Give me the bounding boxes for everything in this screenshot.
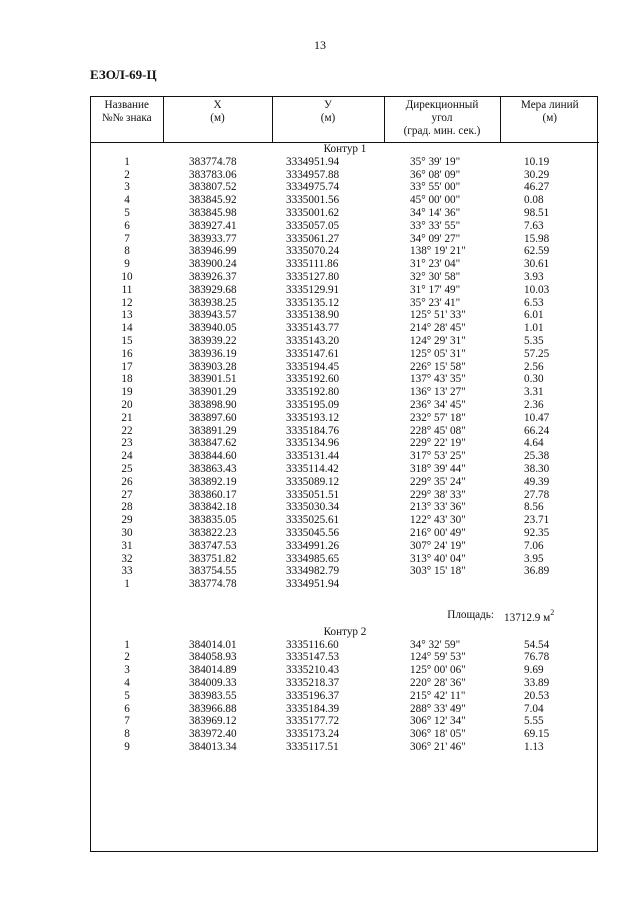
- line-length: 6.53: [524, 296, 544, 309]
- line-length: 4.64: [524, 437, 544, 450]
- point-number: 24: [121, 450, 133, 463]
- line-length: 10.19: [524, 155, 550, 168]
- line-length: 46.27: [524, 181, 550, 194]
- y-coordinate: 3335025.61: [286, 514, 340, 527]
- line-length: 20.53: [524, 689, 550, 702]
- line-length: 92.35: [524, 526, 550, 539]
- header-text: (м): [542, 112, 558, 124]
- y-coordinate: 3335051.51: [286, 488, 340, 501]
- table-row: [91, 741, 599, 754]
- point-number: 28: [121, 501, 133, 514]
- header-text: У: [324, 99, 332, 111]
- y-coordinate: 3334975.74: [286, 181, 340, 194]
- table-row: [91, 565, 599, 578]
- line-length: 6.01: [524, 309, 544, 322]
- table-row: [91, 412, 599, 425]
- x-coordinate: 384014.89: [189, 664, 237, 677]
- direction-angle: 318° 39' 44": [410, 462, 466, 475]
- direction-angle: 307° 24' 19": [410, 539, 466, 552]
- table-row: [91, 425, 599, 438]
- direction-angle: 303° 15' 18": [410, 565, 466, 578]
- y-coordinate: 3335131.44: [286, 450, 340, 463]
- point-number: 2: [124, 651, 130, 664]
- direction-angle: 306° 21' 46": [410, 741, 466, 754]
- y-coordinate: 3335089.12: [286, 475, 340, 488]
- line-length: 5.55: [524, 715, 544, 728]
- y-coordinate: 3335192.60: [286, 373, 340, 386]
- point-number: 3: [124, 181, 130, 194]
- table-row: [91, 233, 599, 246]
- document-code: ЕЗОЛ-69-Ц: [90, 67, 157, 82]
- x-coordinate: 383938.25: [189, 296, 237, 309]
- table-row: [91, 373, 599, 386]
- table-row: [91, 386, 599, 399]
- x-coordinate: 383774.78: [189, 578, 237, 591]
- y-coordinate: 3335143.77: [286, 322, 340, 335]
- x-coordinate: 383900.24: [189, 258, 237, 271]
- point-number: 5: [124, 206, 130, 219]
- line-length: [500, 578, 599, 591]
- y-coordinate: 3335070.24: [286, 245, 340, 258]
- point-number: 31: [121, 539, 133, 552]
- direction-angle: 213° 33' 36": [410, 501, 466, 514]
- direction-angle: 317° 53' 25": [410, 450, 466, 463]
- y-coordinate: 3335177.72: [286, 715, 340, 728]
- direction-angle: 306° 18' 05": [410, 728, 466, 741]
- y-coordinate: 3335143.20: [286, 334, 340, 347]
- y-coordinate: 3335117.51: [286, 741, 339, 754]
- x-coordinate: 383783.06: [189, 168, 237, 181]
- x-coordinate: 383822.23: [189, 526, 237, 539]
- contour-title: Контур 1: [323, 143, 367, 155]
- direction-angle: 226° 15' 58": [410, 360, 466, 373]
- y-coordinate: 3335196.37: [286, 689, 340, 702]
- direction-angle: 136° 13' 27": [410, 386, 466, 399]
- direction-angle: 220° 28' 36": [410, 677, 466, 690]
- header-x: [163, 97, 272, 143]
- x-coordinate: 384009.33: [189, 677, 237, 690]
- line-length: 3.95: [524, 552, 544, 565]
- y-coordinate: 3335111.86: [286, 258, 339, 271]
- direction-angle: 124° 29' 31": [410, 334, 466, 347]
- contour-title: Контур 2: [323, 625, 367, 638]
- table-row: [91, 309, 599, 322]
- point-number: 9: [124, 258, 130, 271]
- table-row: [91, 540, 599, 553]
- point-number: 29: [121, 514, 133, 527]
- x-coordinate: 383943.57: [189, 309, 237, 322]
- line-length: 76.78: [524, 651, 550, 664]
- line-length: 3.31: [524, 386, 544, 399]
- line-length: 23.71: [524, 514, 550, 527]
- point-number: 7: [124, 715, 130, 728]
- contour-title-row: [91, 626, 599, 639]
- table-row: [91, 501, 599, 514]
- x-coordinate: 383860.17: [189, 488, 237, 501]
- point-number: 2: [124, 168, 130, 181]
- point-number: 18: [121, 373, 133, 386]
- line-length: 7.04: [524, 702, 544, 715]
- y-coordinate: 3335030.34: [286, 501, 340, 514]
- table-row: [91, 169, 599, 182]
- table-row: [91, 677, 599, 690]
- y-coordinate: 3334951.94: [286, 578, 340, 591]
- table-row: [91, 437, 599, 450]
- point-number: 6: [124, 702, 130, 715]
- x-coordinate: 383891.29: [189, 424, 237, 437]
- line-length: 30.29: [524, 168, 550, 181]
- y-coordinate: 3335114.42: [286, 462, 339, 475]
- x-coordinate: 383969.12: [189, 715, 237, 728]
- direction-angle: 122° 43' 30": [410, 514, 466, 527]
- direction-angle: 125° 00' 06": [410, 664, 466, 677]
- x-coordinate: 383774.78: [189, 155, 237, 168]
- line-length: 1.01: [524, 322, 544, 335]
- spacer-cell: [91, 591, 599, 605]
- direction-angle: 34° 32' 59": [410, 638, 461, 651]
- direction-angle: [384, 578, 500, 591]
- line-length: 7.06: [524, 539, 544, 552]
- table-row: [91, 181, 599, 194]
- area-label: Площадь:: [447, 609, 494, 622]
- point-number: 17: [121, 360, 133, 373]
- direction-angle: 313° 40' 04": [410, 552, 466, 565]
- line-length: 3.93: [524, 270, 544, 283]
- x-coordinate: 384058.93: [189, 651, 237, 664]
- line-length: 38.30: [524, 462, 550, 475]
- table-row: [91, 489, 599, 502]
- y-coordinate: 3335045.56: [286, 526, 340, 539]
- area-value: 13712.9 м: [504, 611, 551, 624]
- point-number: 33: [121, 565, 133, 578]
- point-number: 12: [121, 296, 133, 309]
- x-coordinate: 383946.99: [189, 245, 237, 258]
- line-length: 7.63: [524, 219, 544, 232]
- x-coordinate: 383835.05: [189, 514, 237, 527]
- header-text: (м): [210, 112, 225, 124]
- x-coordinate: 383845.92: [189, 194, 237, 207]
- line-length: 10.03: [524, 283, 550, 296]
- x-coordinate: 383842.18: [189, 501, 237, 514]
- line-length: 0.08: [524, 194, 544, 207]
- x-coordinate: 383926.37: [189, 270, 237, 283]
- point-number: 9: [124, 741, 130, 754]
- point-number: 32: [121, 552, 133, 565]
- table-row: [91, 271, 599, 284]
- direction-angle: 216° 00' 49": [410, 526, 466, 539]
- header-line-length: [500, 97, 599, 143]
- point-number: 27: [121, 488, 133, 501]
- table-row: [91, 553, 599, 566]
- table-row: [91, 297, 599, 310]
- x-coordinate: 383892.19: [189, 475, 237, 488]
- y-coordinate: 3335057.05: [286, 219, 340, 232]
- x-coordinate: 383807.52: [189, 181, 237, 194]
- area-row: [91, 605, 599, 626]
- table-row: [91, 651, 599, 664]
- table-row: [91, 450, 599, 463]
- header-text: Мера линий: [520, 99, 579, 111]
- y-coordinate: 3335001.62: [286, 206, 340, 219]
- header-direction-angle: [384, 97, 500, 143]
- x-coordinate: 383863.43: [189, 462, 237, 475]
- direction-angle: 36° 08' 09": [410, 168, 461, 181]
- direction-angle: 31° 23' 04": [410, 258, 461, 271]
- header-text: X: [213, 99, 222, 111]
- line-length: 2.56: [524, 360, 544, 373]
- line-length: 5.35: [524, 334, 544, 347]
- point-number: 10: [121, 270, 133, 283]
- table-row: [91, 527, 599, 540]
- line-length: 2.36: [524, 398, 544, 411]
- x-coordinate: 383933.77: [189, 232, 237, 245]
- direction-angle: 125° 05' 31": [410, 347, 466, 360]
- table-row: [91, 728, 599, 741]
- direction-angle: 35° 23' 41": [410, 296, 461, 309]
- direction-angle: 215° 42' 11": [410, 689, 466, 702]
- y-coordinate: 3335218.37: [286, 677, 340, 690]
- y-coordinate: 3335135.12: [286, 296, 340, 309]
- table-row: [91, 258, 599, 271]
- x-coordinate: 383901.51: [189, 373, 237, 386]
- point-number: 20: [121, 398, 133, 411]
- table-row: [91, 322, 599, 335]
- direction-angle: 232° 57' 18": [410, 411, 466, 424]
- point-number: 7: [124, 232, 130, 245]
- spacer-row: [91, 591, 599, 605]
- header-text: угол: [431, 112, 453, 124]
- y-coordinate: 3334951.94: [286, 155, 340, 168]
- x-coordinate: 383754.55: [189, 565, 237, 578]
- table-row: [91, 335, 599, 348]
- point-number: 23: [121, 437, 133, 450]
- point-number: 15: [121, 334, 133, 347]
- page-number: 13: [314, 38, 326, 52]
- direction-angle: 125° 51' 33": [410, 309, 466, 322]
- y-coordinate: 3335134.96: [286, 437, 340, 450]
- table-row: [91, 514, 599, 527]
- direction-angle: 288° 33' 49": [410, 702, 466, 715]
- table-row: [91, 399, 599, 412]
- line-length: 8.56: [524, 501, 544, 514]
- header-text: (м): [320, 112, 336, 124]
- line-length: 27.78: [524, 488, 550, 501]
- x-coordinate: 383966.88: [189, 702, 237, 715]
- table-row: [91, 578, 599, 591]
- point-number: 8: [124, 728, 130, 741]
- table-row: [91, 664, 599, 677]
- direction-angle: 34° 14' 36": [410, 206, 461, 219]
- line-length: 33.89: [524, 677, 550, 690]
- y-coordinate: 3334991.26: [286, 539, 340, 552]
- x-coordinate: 383751.82: [189, 552, 237, 565]
- direction-angle: 34° 09' 27": [410, 232, 461, 245]
- point-number: 1: [124, 638, 130, 651]
- y-coordinate: 3334982.79: [286, 565, 340, 578]
- point-number: 19: [121, 386, 133, 399]
- x-coordinate: 383927.41: [189, 219, 237, 232]
- header-text: Дирекционный: [405, 99, 479, 111]
- area-value-cell: [500, 605, 599, 626]
- y-coordinate: 3335147.61: [286, 347, 340, 360]
- table-row: [91, 194, 599, 207]
- point-number: 26: [121, 475, 133, 488]
- y-coordinate: 3335192.80: [286, 386, 340, 399]
- line-length: 9.69: [524, 664, 544, 677]
- line-length: 57.25: [524, 347, 550, 360]
- line-length: 66.24: [524, 424, 550, 437]
- point-number: 14: [121, 322, 133, 335]
- x-coordinate: 383929.68: [189, 283, 237, 296]
- y-coordinate: 3335195.09: [286, 398, 340, 411]
- line-length: 69.15: [524, 728, 550, 741]
- x-coordinate: 383747.53: [189, 539, 237, 552]
- x-coordinate: 384014.01: [189, 638, 237, 651]
- direction-angle: 306° 12' 34": [410, 715, 466, 728]
- x-coordinate: 383845.98: [189, 206, 237, 219]
- y-coordinate: 3335210.43: [286, 664, 340, 677]
- y-coordinate: 3335194.45: [286, 360, 340, 373]
- y-coordinate: 3335184.76: [286, 424, 340, 437]
- line-length: 10.47: [524, 411, 550, 424]
- coordinates-table: [91, 97, 599, 754]
- point-number: 1: [124, 578, 130, 591]
- table-row: [91, 703, 599, 716]
- area-unit-exponent: 2: [550, 607, 555, 617]
- y-coordinate: 3335116.60: [286, 638, 339, 651]
- direction-angle: 229° 35' 24": [410, 475, 466, 488]
- x-coordinate: 383939.22: [189, 334, 237, 347]
- header-text: №№ знака: [101, 112, 152, 124]
- point-number: 3: [124, 664, 130, 677]
- table-header-row: [91, 97, 599, 143]
- direction-angle: 138° 19' 21": [410, 245, 466, 258]
- y-coordinate: 3335138.90: [286, 309, 340, 322]
- direction-angle: 33° 55' 00": [410, 181, 461, 194]
- table-row: [91, 715, 599, 728]
- point-number: 30: [121, 526, 133, 539]
- direction-angle: 45° 00' 00": [410, 194, 461, 207]
- y-coordinate: 3334985.65: [286, 552, 340, 565]
- contour-title-row: [91, 143, 599, 156]
- y-coordinate: 3335129.91: [286, 283, 340, 296]
- point-number: 13: [121, 309, 133, 322]
- y-coordinate: 3335184.39: [286, 702, 340, 715]
- x-coordinate: 383847.62: [189, 437, 237, 450]
- header-text: Название: [104, 99, 149, 111]
- point-number: 22: [121, 424, 133, 437]
- x-coordinate: 383898.90: [189, 398, 237, 411]
- point-number: 5: [124, 689, 130, 702]
- table-row: [91, 220, 599, 233]
- x-coordinate: 383983.55: [189, 689, 237, 702]
- direction-angle: 229° 38' 33": [410, 488, 466, 501]
- line-length: 62.59: [524, 245, 550, 258]
- table-row: [91, 284, 599, 297]
- table-row: [91, 156, 599, 169]
- x-coordinate: 383903.28: [189, 360, 237, 373]
- table-row: [91, 245, 599, 258]
- x-coordinate: 383897.60: [189, 411, 237, 424]
- line-length: 15.98: [524, 232, 550, 245]
- header-text: (град. мин. сек.): [403, 125, 481, 137]
- x-coordinate: 384013.34: [189, 741, 237, 754]
- x-coordinate: 383972.40: [189, 728, 237, 741]
- table-row: [91, 207, 599, 220]
- x-coordinate: 383936.19: [189, 347, 237, 360]
- point-number: 25: [121, 462, 133, 475]
- table-row: [91, 463, 599, 476]
- line-length: 0.30: [524, 373, 544, 386]
- point-number: 21: [121, 411, 133, 424]
- coordinates-table-frame: [90, 96, 598, 852]
- y-coordinate: 3335127.80: [286, 270, 340, 283]
- x-coordinate: 383940.05: [189, 322, 237, 335]
- point-number: 16: [121, 347, 133, 360]
- table-row: [91, 348, 599, 361]
- direction-angle: 124° 59' 53": [410, 651, 466, 664]
- direction-angle: 137° 43' 35": [410, 373, 466, 386]
- direction-angle: 229° 22' 19": [410, 437, 466, 450]
- point-number: 6: [124, 219, 130, 232]
- line-length: 49.39: [524, 475, 550, 488]
- direction-angle: 33° 33' 55": [410, 219, 461, 232]
- header-point-name: [91, 97, 163, 143]
- direction-angle: 236° 34' 45": [410, 398, 466, 411]
- point-number: 11: [121, 283, 133, 296]
- direction-angle: 35° 39' 19": [410, 155, 461, 168]
- line-length: 30.61: [524, 258, 550, 271]
- x-coordinate: 383844.60: [189, 450, 237, 463]
- table-row: [91, 476, 599, 489]
- table-row: [91, 361, 599, 374]
- point-number: 8: [124, 245, 130, 258]
- point-number: 4: [124, 194, 130, 207]
- point-number: 1: [124, 155, 130, 168]
- y-coordinate: 3335001.56: [286, 194, 340, 207]
- y-coordinate: 3335147.53: [286, 651, 340, 664]
- direction-angle: 228° 45' 08": [410, 424, 466, 437]
- point-number: 4: [124, 677, 130, 690]
- direction-angle: 31° 17' 49": [410, 283, 461, 296]
- line-length: 98.51: [524, 206, 550, 219]
- table-body: [91, 143, 599, 754]
- y-coordinate: 3335061.27: [286, 232, 340, 245]
- y-coordinate: 3335193.12: [286, 411, 340, 424]
- y-coordinate: 3335173.24: [286, 728, 340, 741]
- header-y: [272, 97, 384, 143]
- direction-angle: 32° 30' 58": [410, 270, 461, 283]
- line-length: 54.54: [524, 638, 550, 651]
- table-row: [91, 690, 599, 703]
- line-length: 25.38: [524, 450, 550, 463]
- line-length: 1.13: [524, 741, 544, 754]
- direction-angle: 214° 28' 45": [410, 322, 466, 335]
- area-spacer: [91, 605, 384, 626]
- x-coordinate: 383901.29: [189, 386, 237, 399]
- table-row: [91, 639, 599, 652]
- line-length: 36.89: [524, 565, 550, 578]
- y-coordinate: 3334957.88: [286, 168, 340, 181]
